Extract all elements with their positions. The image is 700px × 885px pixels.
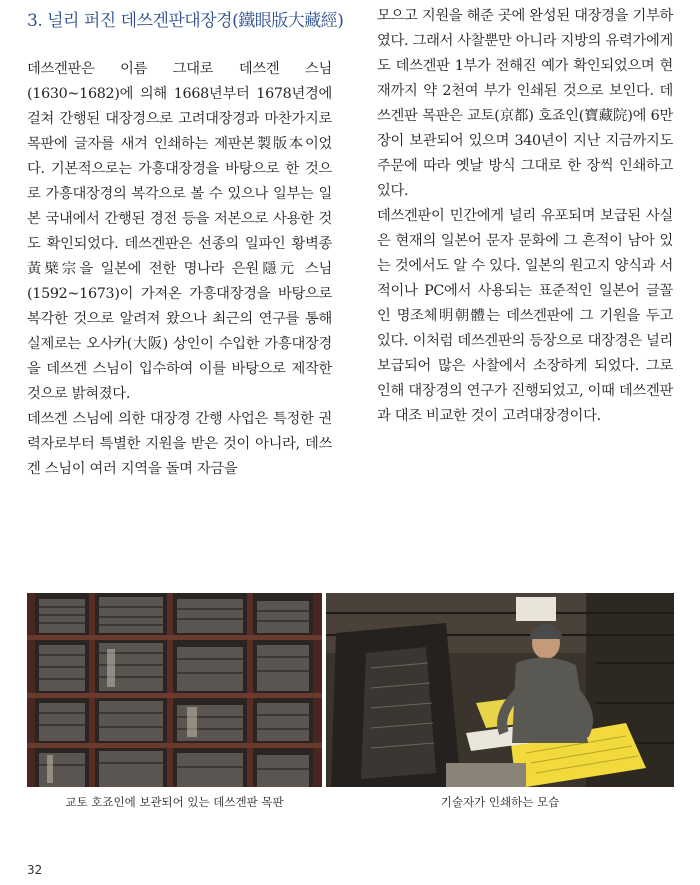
woodblock-storage-photo	[27, 593, 322, 787]
paragraph: 모으고 지원을 해준 곳에 완성된 대장경을 기부하였다. 그래서 사찰뿐만 아니라 지방의 유력가에게도 데쓰겐판 1부가 전해진 예가 확인되었으며 현재까지 약 2천여 부가 인쇄된 것으로 보인다. 데쓰겐판 목판은 교토(京都) 호죠인(寶藏院)에 6만장이 보관되어 있으며 340년이 지난 지금까지도 주문에 따라 옛날 방식 그대로 한 장씩 인쇄하고 있다.	[377, 8, 673, 199]
left-text-column	[27, 57, 332, 482]
paragraph: 데쓰겐판이 민간에게 널리 유포되며 보급된 사실은 현재의 일본어 문자 문화에 그 흔적이 남아 있는 것에서도 알 수 있다. 일본의 원고지 양식과 서적이나 PC에서 사용되는 표준적인 일본어 글꼴인 명조체明朝體는 데쓰겐판에 그 기원을 두고 있다. 이처럼 데쓰겐판의 등장으로 대장경은 널리 보급되어 많은 사찰에서 소장하게 되었다. 그로 인해 대장경의 연구가 진행되었고, 이때 데쓰겐판과 대조 비교한 것이 고려대장경이다.	[377, 208, 673, 424]
paragraph: 데쓰겐 스님에 의한 대장경 간행 사업은 특정한 권력자로부터 특별한 지원을 받은 것이 아니라, 데쓰겐 스님이 여러 지역을 돌며 자금을	[27, 411, 332, 477]
photo-caption: 기술자가 인쇄하는 모습	[440, 795, 560, 809]
printing-craftsman-photo	[326, 593, 674, 787]
photo-caption: 교토 호죠인에 보관되어 있는 데쓰겐판 목판	[65, 795, 284, 809]
section-heading: 3. 널리 퍼진 데쓰겐판대장경(鐵眼版大藏經)	[27, 11, 344, 31]
page-number: 32	[27, 863, 43, 877]
paragraph: 데쓰겐판은 이름 그대로 데쓰겐 스님(1630~1682)에 의해 1668년부터 1678년경에 걸쳐 간행된 대장경으로 고려대장경과 마찬가지로 목판에 글자를 새겨 인쇄하는 제판본製版本이었다. 기본적으로는 가흥대장경을 바탕으로 한 것으로 가흥대장경의 복각으로 볼 수 있으나 일부는 일본 국내에서 간행된 경전 등을 저본으로 사용한 것도 확인되었다. 데쓰겐판은 선종의 일파인 황벽종黃檗宗을 일본에 전한 명나라 은원隱元 스님(1592~1673)이 가져온 가흥대장경을 바탕으로 복각한 것으로 알려져 왔으나 최근의 연구를 통해 실제로는 오사카(大阪) 상인이 수입한 가흥대장경을 데쓰겐 스님이 입수하여 이를 바탕으로 제작한 것으로 밝혀졌다.	[27, 61, 332, 402]
woodblock-shelves-image	[27, 593, 322, 787]
craftsman-printing-image	[326, 593, 674, 787]
right-text-column	[377, 4, 673, 429]
